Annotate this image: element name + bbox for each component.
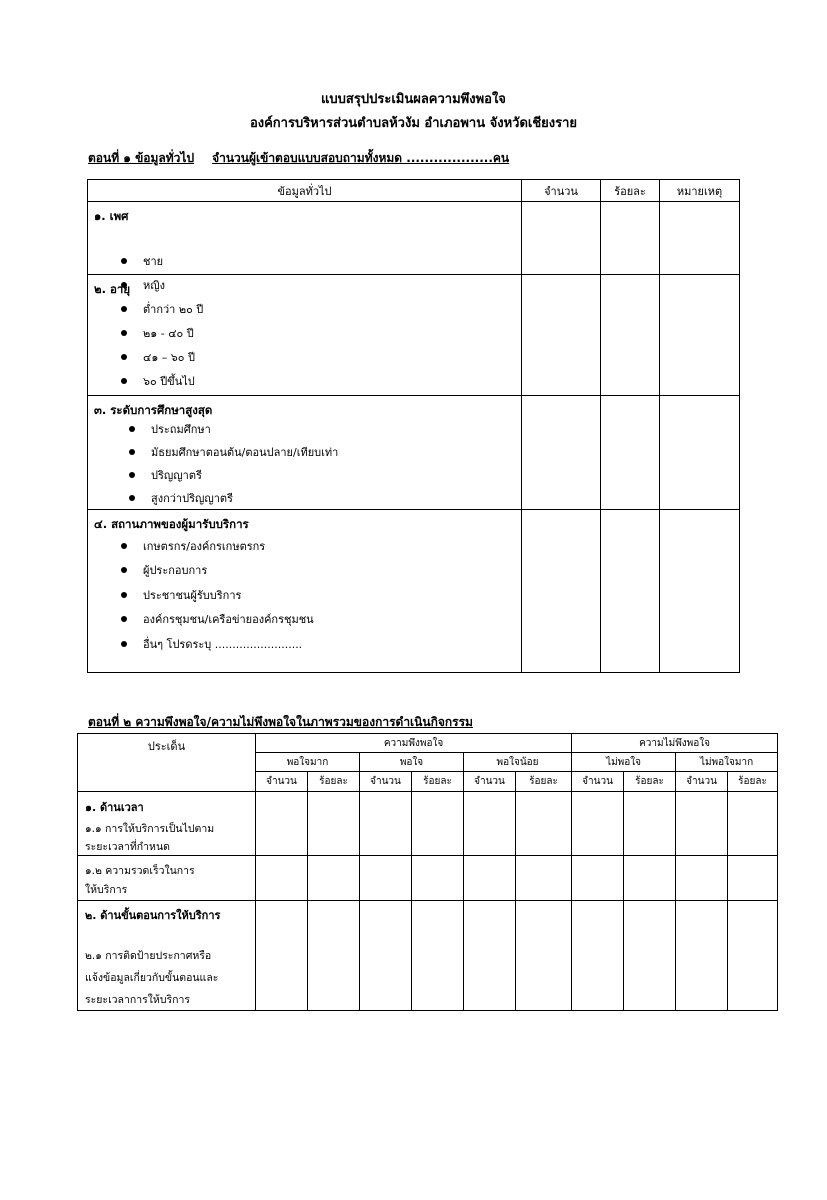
- col-count: จำนวน: [676, 772, 728, 792]
- col-remark: หมายเหตุ: [660, 180, 740, 202]
- value-cell[interactable]: [624, 856, 676, 901]
- bullet-icon: [121, 354, 127, 360]
- value-cell[interactable]: [256, 901, 308, 1011]
- option-item: เกษตรกร/องค์กรเกษตรกร: [143, 540, 266, 553]
- value-cell[interactable]: [676, 792, 728, 856]
- part1-heading-respondents: จำนวนผู้เข้าตอบแบบสอบถามทั้งหมด ...................คน: [212, 151, 510, 165]
- bullet-icon: [121, 330, 127, 336]
- issue-category: ๑. ด้านเวลา: [85, 801, 144, 814]
- option-item: ต่ำกว่า ๒๐ ปี: [143, 303, 204, 316]
- bullet-icon: [121, 258, 127, 264]
- col-count: จำนวน: [256, 772, 308, 792]
- value-cell[interactable]: [728, 792, 778, 856]
- bullet-icon: [121, 378, 127, 384]
- general-info-header-row: [88, 180, 740, 202]
- col-general-info: ข้อมูลทั่วไป: [88, 180, 522, 202]
- value-cell[interactable]: [516, 901, 572, 1011]
- group-title: ๓. ระดับการศึกษาสูงสุด: [94, 403, 213, 417]
- value-cell[interactable]: [464, 856, 516, 901]
- col-percent: ร้อยละ: [516, 772, 572, 792]
- satisfaction-header-row: [78, 734, 778, 753]
- group-row: [88, 396, 740, 510]
- value-cell[interactable]: [464, 792, 516, 856]
- value-cell[interactable]: [572, 792, 624, 856]
- option-item: ประชาชนผู้รับบริการ: [143, 589, 242, 602]
- option-item: ๖๐ ปีขึ้นไป: [143, 375, 195, 388]
- organization-title: องค์การบริหารส่วนตำบลห้วงัม อำเภอพาน จังหวัดเชียงราย: [249, 116, 578, 131]
- value-cell[interactable]: [516, 856, 572, 901]
- issue-cell: [78, 901, 256, 1011]
- value-cell[interactable]: [624, 901, 676, 1011]
- group-age: [88, 275, 522, 396]
- option-item: ๔๑ – ๖๐ ปี: [143, 351, 195, 364]
- value-cell[interactable]: [676, 856, 728, 901]
- option-item: ๒๑ - ๔๐ ปี: [143, 327, 194, 340]
- option-item: สูงกว่าปริญญาตรี: [151, 492, 233, 505]
- value-cell[interactable]: [624, 792, 676, 856]
- group-title: ๑. เพศ: [94, 209, 129, 223]
- col-satisfied: พอใจ: [360, 753, 464, 772]
- value-cell[interactable]: [308, 856, 360, 901]
- group-title: ๔. สถานภาพของผู้มารับบริการ: [94, 517, 249, 531]
- issue-line: ให้บริการ: [85, 884, 128, 896]
- issue-line: ระยะเวลาการให้บริการ: [85, 994, 191, 1006]
- group-status: [88, 510, 522, 673]
- option-item: ผู้ประกอบการ: [143, 564, 208, 577]
- count-cell[interactable]: [522, 275, 601, 396]
- option-item: มัธยมศึกษาตอนต้น/ตอนปลาย/เทียบเท่า: [151, 446, 339, 459]
- remark-cell[interactable]: [660, 202, 740, 275]
- value-cell[interactable]: [728, 901, 778, 1011]
- col-very-unsatisfied: ไม่พอใจมาก: [676, 753, 778, 772]
- group-row: [88, 510, 740, 673]
- option-item: ประถมศึกษา: [151, 423, 211, 436]
- count-cell[interactable]: [522, 396, 601, 510]
- value-cell[interactable]: [412, 901, 464, 1011]
- col-percent: ร้อยละ: [412, 772, 464, 792]
- col-issue: ประเด็น: [78, 734, 256, 792]
- percent-cell[interactable]: [601, 396, 660, 510]
- value-cell[interactable]: [412, 856, 464, 901]
- part1-heading-left: ตอนที่ ๑ ข้อมูลทั่วไป: [88, 151, 195, 165]
- col-percent: ร้อยละ: [601, 180, 660, 202]
- col-percent: ร้อยละ: [728, 772, 778, 792]
- general-info-table: [87, 179, 740, 673]
- bullet-icon: [121, 641, 127, 647]
- issue-line: ระยะเวลาที่กำหนด: [85, 841, 170, 853]
- count-cell[interactable]: [522, 202, 601, 275]
- bullet-icon: [121, 592, 127, 598]
- value-cell[interactable]: [360, 901, 412, 1011]
- percent-cell[interactable]: [601, 202, 660, 275]
- group-education: [88, 396, 522, 510]
- col-count: จำนวน: [360, 772, 412, 792]
- issue-cell: [78, 856, 256, 901]
- issue-row: [78, 856, 778, 901]
- bullet-icon: [129, 426, 135, 432]
- col-unsatisfied-group: ความไม่พึงพอใจ: [572, 734, 778, 753]
- option-item: องค์กรชุมชน/เครือข่ายองค์กรชุมชน: [143, 613, 314, 626]
- bullet-icon: [129, 472, 135, 478]
- bullet-icon: [121, 616, 127, 622]
- option-item: ชาย: [143, 255, 164, 268]
- option-item: อื่นๆ โปรดระบุ .........................: [143, 638, 303, 651]
- value-cell[interactable]: [412, 792, 464, 856]
- document-title: แบบสรุปประเมินผลความพึงพอใจ: [321, 92, 506, 107]
- value-cell[interactable]: [516, 792, 572, 856]
- col-percent: ร้อยละ: [624, 772, 676, 792]
- value-cell[interactable]: [572, 901, 624, 1011]
- col-count: จำนวน: [572, 772, 624, 792]
- value-cell[interactable]: [308, 901, 360, 1011]
- value-cell[interactable]: [308, 792, 360, 856]
- issue-row: [78, 901, 778, 1011]
- issue-line: ๑.๒ ความรวดเร็วในการ: [85, 865, 195, 877]
- value-cell[interactable]: [572, 856, 624, 901]
- col-satisfied-group: ความพึงพอใจ: [256, 734, 572, 753]
- bullet-icon: [129, 449, 135, 455]
- group-title: ๒. อายุ: [94, 282, 131, 296]
- col-very-satisfied: พอใจมาก: [256, 753, 360, 772]
- group-row: [88, 275, 740, 396]
- issue-line: ๒.๑ การติดป้ายประกาศหรือ: [85, 950, 212, 962]
- bullet-icon: [121, 567, 127, 573]
- count-cell[interactable]: [522, 510, 601, 673]
- bullet-icon: [129, 495, 135, 501]
- value-cell[interactable]: [256, 792, 308, 856]
- option-item: ปริญญาตรี: [151, 469, 202, 482]
- col-unsatisfied: ไม่พอใจ: [572, 753, 676, 772]
- percent-cell[interactable]: [601, 510, 660, 673]
- bullet-icon: [121, 543, 127, 549]
- value-cell[interactable]: [728, 856, 778, 901]
- remark-cell[interactable]: [660, 275, 740, 396]
- value-cell[interactable]: [676, 901, 728, 1011]
- value-cell[interactable]: [360, 856, 412, 901]
- col-count: จำนวน: [522, 180, 601, 202]
- percent-cell[interactable]: [601, 275, 660, 396]
- col-count: จำนวน: [464, 772, 516, 792]
- issue-line: แจ้งข้อมูลเกี่ยวกับขั้นตอนและ: [85, 972, 219, 984]
- value-cell[interactable]: [464, 901, 516, 1011]
- remark-cell[interactable]: [660, 510, 740, 673]
- col-slightly-satisfied: พอใจน้อย: [464, 753, 572, 772]
- part1-heading: [88, 149, 509, 168]
- option-item: หญิง: [143, 279, 165, 292]
- remark-cell[interactable]: [660, 396, 740, 510]
- issue-row: [78, 792, 778, 856]
- group-row: [88, 202, 740, 275]
- issue-category: ๒. ด้านขั้นตอนการให้บริการ: [85, 909, 221, 922]
- col-percent: ร้อยละ: [308, 772, 360, 792]
- bullet-icon: [121, 306, 127, 312]
- issue-line: ๑.๑ การให้บริการเป็นไปตาม: [85, 823, 215, 835]
- issue-cell: [78, 792, 256, 856]
- value-cell[interactable]: [256, 856, 308, 901]
- part2-heading: ตอนที่ ๒ ความพึงพอใจ/ความไม่พึงพอใจในภาพรวมของการดำเนินกิจกรรม: [88, 715, 473, 729]
- value-cell[interactable]: [360, 792, 412, 856]
- satisfaction-table: [77, 733, 778, 1011]
